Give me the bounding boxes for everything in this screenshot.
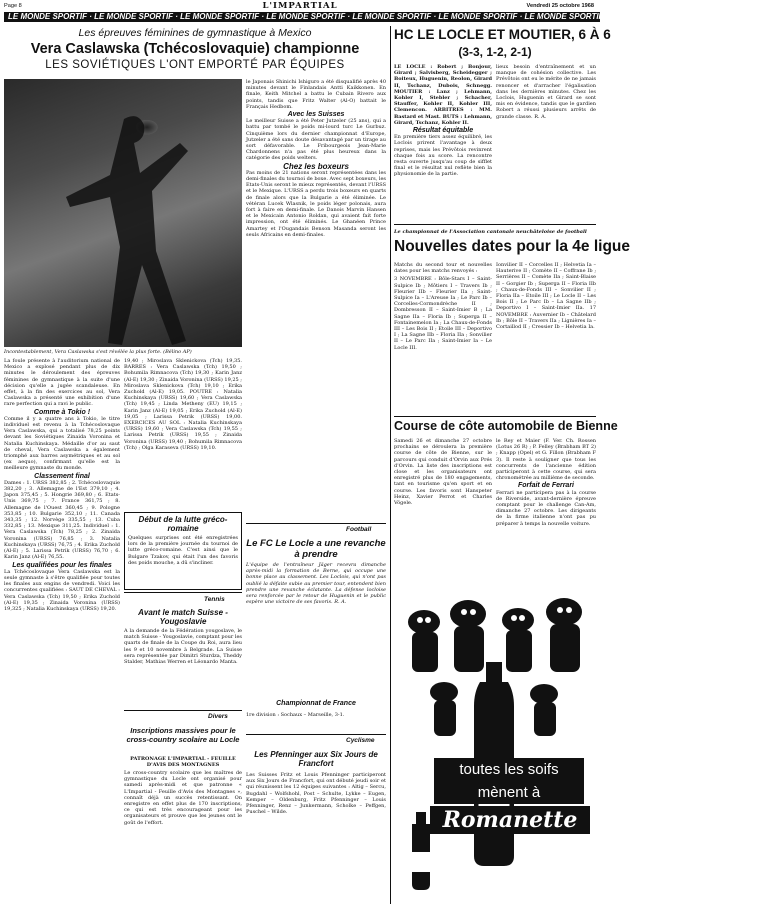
newspaper-name: L'IMPARTIAL — [262, 1, 338, 11]
hockey-lineups: LE LOCLE : Robert ; Bonjour, Girard ; Salvisberg, Scheidegger ; Boiteux, Huguenin, Reolon, Girard II, Tschanz, Dubois, Schnegg. MOUTIER : Lanz ; Lehmann, Kohler I, Stebler ; Schacher, Stauffer, Kohler II, Kohler III, Clemencon. ARBITRES : MM. Bastard et Mast. BUTS : Lehmann, Girard, Tschanz, Kohler II. — [394, 64, 492, 126]
ligue-headline: Nouvelles dates pour la 4e ligue — [394, 238, 631, 255]
hockey-resultat-title: Résultat équitable — [412, 127, 474, 135]
ligue-column-1 — [394, 262, 492, 412]
gym-col3-text: le Japonais Shinichi Ishiguro a été disqualifié après 40 minutes devant le Finlandais Antti Kaikkonen. En finale, Keith Mitchel a battu le Cubain Rivero aux points, tandis que Fritz Walter (Al-O) battait le Français Hedbom. — [246, 79, 386, 110]
divers-label: Divers — [208, 713, 228, 720]
hockey-col2-text: lieux besoin d'entraînement et un manque de cohésion collective. Les Prévôtois ont eu le mérite de ne jamais renoncer et d'arracher l'égalisation dans les dernières minutes. Chez les Loclois, Huguenin et Girard se sont mis en évidence, tandis que le gardien Robert a réussi plusieurs arrêts de grande classe. R. A. — [496, 64, 596, 120]
ligue-col1-text: 3 NOVEMBRE : Bôle-Stars I – Saint-Sulpice Ib ; Môtiers I – Travers Ib ; Fleurier IIb – Fleurier IIa ; Saint-Sulpice Ia – L'Areuse Ia ; Le Parc Ib – Corcelles-Cormondrèche II ; Dombresson II – Saint-Imier B ; La Sagne IIa – Floria Ib ; Superga II – Fontainemelon Ia ; La Chaux-de-Fonds III – Les Bois II ; Etoile III – Deportivo I ; La Sagne IIb – Floria IIa ; Sonvilier II – Le Parc IIa ; Saint-Imier Ia – Le Locle III. — [394, 276, 492, 351]
boxeurs-text: Pas moins de 21 nations seront représentées dans les demi-finales du tournoi de boxe. Avec sept boxeurs, les Etats-Unis seront le mieux représentés, devant l'URSS et le Mexique. L'URSS a perdu trois boxeurs en quarts de finale alors que la Bulgarie a été éliminée. Le vétéran Lucek Wlasnik, le poids léger polonais, aura fort à faire en demi-finale. Le Danois Marvin Hansen et le Mexicain Antonio Roldan, qui avaient fait forte impression, ont été éliminés. Le Ghanéen Prince Amartey et l'Ougandais Benson Masanda seront les seuls Africains en demi-finales. — [246, 169, 386, 238]
gym-headline: Vera Caslawska (Tchécoslovaquie) championne — [30, 41, 360, 57]
ad-slogan-line1: toutes les soifs — [434, 758, 584, 782]
tennis-rule — [124, 592, 242, 593]
ad-brand: Romanette — [430, 806, 590, 834]
ad-slogan-line2: mènent à — [434, 782, 584, 804]
football-text: L'équipe de l'entraîneur Jäger recevra dimanche après-midi la formation de Berne, qui occupe une bonne place au classement. Les Loclois, qui n'ont pas oublié la défaite subie au premier tour, entendent bien prendre une revanche éclatante. La défense locloise sera renforcée par le retour de Huguenin et le public espère une victoire de ses favoris. R. A. — [246, 562, 386, 606]
gym-comme-title: Comme à Tokio ! — [33, 408, 91, 416]
photo-caption: Incontestablement, Vera Caslawska s'est révélée la plus forte. (Bélino AP) — [4, 349, 192, 355]
romanette-ad — [394, 582, 596, 902]
ligue-col2-text: Ionvilier II – Corcelles II ; Helvetia Ia – Hauterive II ; Comète II – Coffrane Ib ; Serrières II – Comète IIa ; Saint-Blaise II – Gorgier Ib ; Superga II – Floria IIb ; Chaux-de-Fonds III – Sonvilier II ; Floria IIa – Etoile III ; Le Locle II – Les Bois II ; Le Parc Ib – La Sagne IIb ; Deportivo I – Saint-Imier IIa. 17 NOVEMBRE : Auvernier Ib – Châtelard Ib ; Bôle II – Travers IIa ; Lignières Ia – Cortaillod II ; Cressier Ib – Helvetia Ia. — [496, 262, 596, 331]
champ-france-title: Championnat de France — [276, 700, 356, 707]
auto-text: Samedi 26 et dimanche 27 octobre prochains se déroulera la première course de côte de Bienne, sur le parcours qui conduit d'Orvin aux Prés d'Orvin. La liste des inscriptions est close et les organisateurs ont enregistré plus de 180 engagements, tant en tourisme qu'en sport et en course. Les favoris sont Hanspeter Heinz, Xavier Perrot et Charles Vögele. — [394, 438, 492, 507]
boxeurs-title: Chez les boxeurs — [283, 161, 349, 171]
ligue-kicker: Le championnat de l'Association cantonale neuchâteloise de football — [394, 229, 587, 235]
football-rule — [246, 523, 386, 524]
cyclisme-label: Cyclisme — [346, 737, 375, 744]
gymnast-silhouette-icon — [4, 79, 242, 347]
auto-headline: Course de côte automobile de Bienne — [394, 419, 618, 433]
hockey-headline: HC LE LOCLE ET MOUTIER, 6 À 6 — [394, 27, 611, 42]
lutte-title: Début de la lutte gréco-romaine — [138, 515, 228, 533]
gym-column-2 — [124, 358, 242, 508]
auto-column-2 — [496, 438, 596, 578]
small-bottle-icon — [412, 812, 430, 890]
cyclisme-title: Les Pfenninger aux Six Jours de Francfort — [254, 750, 378, 768]
gym-subhead: LES SOVIÉTIQUES L'ONT EMPORTÉ PAR ÉQUIPES — [45, 59, 345, 71]
ferrari-title: Forfait de Ferrari — [517, 482, 574, 490]
gym-kicker: Les épreuves féminines de gymnastique à Mexico — [78, 27, 312, 39]
hockey-resultat-text: En première tiers assez équilibré, les Loclois prirent l'avantage à deux reprises, mais les Prévôtois revinrent chaque fois au score. La rencontre resta ouverte jusqu'au coup de sifflet final et le résultat nul reflète bien la physionomie de la partie. — [394, 134, 492, 178]
cyclisme-text: Les Suisses Fritz et Louis Pfenninger participeront aux Six Jours de Francfort, qui ont débuté jeudi soir et qui réunissent les 12 équipes suivantes : Altig – Sercu, Bugdahl – Wolfshohl, Post – Schulte, Lykke – Eugen, Kemper – Oldenburg, Fritz Pfenninger – Louis Pfenninger, Renz – Junkermann, Scholke – Peffgen, Puschel – Wilde. — [246, 772, 386, 816]
auto-column-1 — [394, 438, 492, 578]
page-number: Page 8 — [4, 3, 22, 9]
gym-col2-text: 19,40 ; Miroslava Sklenickova (Tch) 19,35. BARRES : Vera Caslawska (Tch) 19,50 ; Bohumila Rimnacova (Tch) 19,30 ; Karin Janz (Al-E) 19,30 ; Zinaida Voronina (URSS) 19,25 ; Miroslava Sklenickova (Tch) 19,10 ; Erika Zuchold (Al-E) 19,05. POUTRE : Natalia Kuchinskaya (URSS) 19,60 ; Vera Caslawska (Tch) 19,45 ; Linda Metheny (EU) 19,15 ; Karin Janz (Al-E) 19,05 ; Erika Zuchold (Al-E) 19,05 ; Larissa Petrik (URSS) 19,00. EXERCICES AU SOL : Natalia Kuchinskaya (URSS) 19,60 ; Vera Caslawska (Tch) 19,55 ; Larissa Petrik (URSS) 19,55 ; Zinaida Voronina (URSS) 19,40 ; Bohumila Rimnacova (Tch) ; Olga Karaseva (URSS) 19,10. — [124, 358, 242, 451]
divers-subtitle: PATRONAGE L'IMPARTIAL - FEUILLE D'AVIS DES MONTAGNES — [130, 756, 236, 769]
football-title: Le FC Le Locle a une revanche à prendre — [246, 538, 386, 560]
gym-qualifiees-text: La Tchécoslovaque Vera Caslawska est la seule gymnaste à s'être qualifiée pour toutes les finales aux engins de vendredi. Voici les concurrentes qualifiées : SAUT DE CHEVAL : Vera Caslawska (Tch) 19,50 ; Erika Zuchold (Al-E) 19,35 ; Zinaida Voronina (URSS) 19,325 ; Natalia Kuchinskaya (URSS) 19,20. — [4, 568, 120, 612]
ligue-intro: Matchs du second tour et nouvelles dates pour les matchs renvoyés : — [394, 262, 492, 275]
section-banner: LE MONDE SPORTIF · LE MONDE SPORTIF · LE MONDE SPORTIF · LE MONDE SPORTIF · LE MONDE SPORTIF · LE MONDE SPORTIF · LE MONDE SPORTIF · LE MONDE SPORTIF · LE MONDE SPORTIF — [4, 12, 600, 22]
ligue-column-2 — [496, 262, 596, 412]
ferrari-text: Ferrari ne participera pas à la course de Riverside, avant-dernière épreuve comptant pour le challenge Can-Am, dimanche 27 octobre. Les dirigeants de la firme italienne n'ont pas pu préparer à temps la nouvelle voiture. — [496, 489, 596, 527]
champ-france-text: 1re division : Sochaux – Marseille, 3-1. — [246, 712, 345, 718]
divers-rule — [124, 710, 242, 711]
suisse-text: Le meilleur Suisse a été Peter Jutzeler (25 ans), qui a battu par tombé le poids mi-lourd turc Le Gurbuz. Cinquième lors du dernier championnat d'Europe, Jutzeler a été sans doute désavantagé par un tirage au sort défavorable. Le Fribourgeois Jean-Marie Chardonnens n'a pas été plus heureux dans la catégorie des poids welters. — [246, 118, 386, 162]
gym-column-3 — [246, 79, 386, 521]
divers-text: Le cross-country scolaire que les maîtres de gymnastique du Locle ont organisé pour samedi après-midi et que patronne « L'Impartial - Feuille d'Avis des Montagnes », connaît déjà un succès retentissant. On enregistre en effet plus de 170 inscriptions, ce qui est très encourageant pour les organisateurs et prouve que les jeunes ont le goût de l'effort. — [124, 770, 242, 826]
ligue-rule — [394, 224, 596, 225]
gym-intro: La foule présente à l'auditorium national de Mexico a explosé pendant plus de dix minutes le déroulement des épreuves féminines de gymnastique à la suite d'une décision qu'elle a jugée scandaleuse. En effet, à la fin des exercices au sol, Vera Caslawska a présenté une exhibition d'une rare perfection qui a ravi le public. — [4, 358, 120, 408]
football-label: Football — [346, 526, 372, 533]
issue-date: Vendredi 25 octobre 1968 — [526, 3, 594, 9]
gym-column-1 — [4, 358, 120, 903]
gymnast-photo — [4, 79, 242, 347]
lutte-box — [124, 512, 242, 590]
gym-classement-text: Dames : 1. URSS 382,85 ; 2. Tchécoslovaquie 382,20 ; 3. Allemagne de l'Est 379,10 ; 4. Japon 375,45 ; 5. Hongrie 369,80 ; 6. Etats-Unis 369,75 ; 7. France 361,75 ; 8. Allemagne de l'Ouest 360,45 ; 9. Pologne 353,85 ; 10. Bulgarie 352,10 ; 11. Canada 343,35 ; 12. Norvège 335,55 ; 13. Cuba 332,85 ; 13. Mexique 311,25. Individuel : 1. Vera Caslawska (Tch) 78,25 ; 2. Zinaida Voronina (URSS) 76,85 ; 3. Natalia Kuchinskaya (URSS) 76,75 ; 4. Erika Zuchold (Al-E) ; 5. Larissa Petrik (URSS) 76,70 ; 6. Karin Janz (Al-E) 76,55. — [4, 479, 120, 561]
divers-title: Inscriptions massives pour le cross-country scolaire au Locle — [126, 726, 240, 744]
gym-classement-title: Classement final — [34, 472, 90, 480]
suisse-title: Avec les Suisses — [287, 111, 345, 119]
auto-col2-text: le Rey et Maier (F. Ver. Ch. Rossen (Lotus 26 R) ; P. Felley (Brabham BT 2) ; Knapp (Opel) et G. Fillon (Brabham F 3). Il reste à souligner que tous les concurrents de l'ancienne édition participeront à cette course, qui sera chronométrée au millième de seconde. — [496, 438, 596, 482]
gym-qualifiees-title: Les qualifiées pour les finales — [12, 561, 112, 569]
ad-illustration — [394, 582, 596, 902]
gym-comme-text: Comme il y a quatre ans à Tokio, le titre individuel est revenu à la Tchécoslovaque Vera Caslawska, qui a totalisé 78,25 points devant les Soviétiques Zinaida Voronina et Natalia Kuchinskaya. Médaille d'or au saut de cheval, Vera Caslawska a également triomphé aux barres asymétriques et au sol (ex aequo), confirmant qu'elle est la meilleure gymnaste du monde. — [4, 415, 120, 472]
tennis-title: Avant le match Suisse - Yougoslavie — [138, 608, 228, 626]
hockey-column-2 — [496, 64, 596, 222]
cyclisme-rule — [246, 734, 386, 735]
lutte-text: Quelques surprises ont été enregistrées lors de la première journée du tournoi de lutte gréco-romaine. C'est ainsi que le Bulgare Tzakov, qui était l'un des favoris des poids mouche, a dû s'incliner. — [128, 535, 238, 566]
hockey-score: (3-3, 1-2, 2-1) — [458, 45, 532, 59]
tennis-text: A la demande de la Fédération yougoslave, le match Suisse - Yougoslavie, comptant pour les quarts de finale de la Coupe du Roi, aura lieu les 9 et 10 novembre à Belgrade. La Suisse sera représentée par Dimitri Sturdza, Theddy Stalder, Mathias Werren et Léonardo Manta. — [124, 628, 242, 666]
hockey-column-1 — [394, 64, 492, 222]
column-divider — [390, 26, 391, 904]
auto-rule — [394, 416, 596, 417]
tennis-label: Tennis — [204, 596, 225, 603]
